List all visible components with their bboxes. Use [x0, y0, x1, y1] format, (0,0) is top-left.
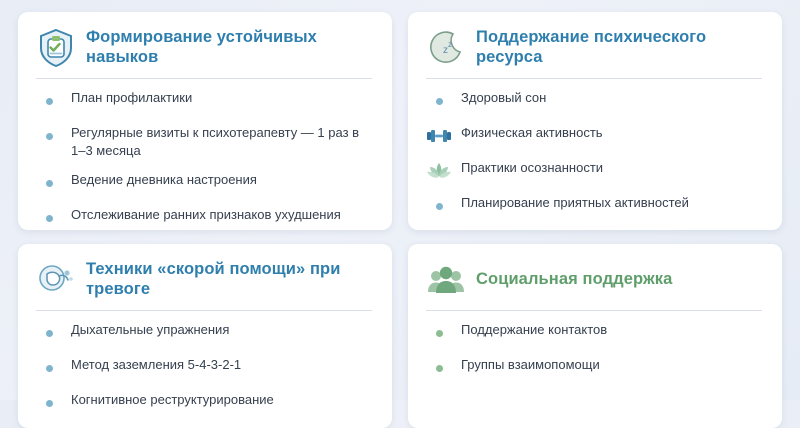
- list-item-label: Группы взаимопомощи: [461, 357, 600, 372]
- card-header: [36, 260, 372, 300]
- svg-text:z: z: [448, 40, 452, 49]
- card-header: [426, 260, 762, 300]
- bullet-dot-icon: [36, 90, 62, 112]
- list-item-label: План профилактики: [71, 90, 193, 105]
- list-item-label: Метод заземления 5-4-3-2-1: [71, 357, 242, 372]
- list-item-label: Практики осознанности: [461, 160, 604, 175]
- bullet-dot-icon: [426, 195, 452, 217]
- list-item: [426, 356, 762, 379]
- card-item-list: [36, 89, 372, 229]
- list-item-label: Регулярные визиты к психотерапевту — 1 раз в 1–3 месяца: [71, 125, 360, 158]
- title-divider: [426, 310, 762, 311]
- title-divider: [36, 78, 372, 79]
- bullet-dot-icon: [36, 172, 62, 194]
- bullet-dot-icon: [36, 207, 62, 229]
- card-title: Социальная поддержка: [476, 270, 673, 289]
- list-item-label: Дыхательные упражнения: [71, 322, 230, 337]
- breathing-mask-icon: [36, 260, 76, 300]
- bullet-dot-icon: [426, 322, 452, 344]
- list-item: [36, 356, 372, 379]
- card-title: Техники «скорой помощи» при тревоге: [86, 260, 341, 298]
- list-item: [36, 171, 372, 194]
- list-item-label: Здоровый сон: [461, 90, 547, 105]
- card-header: [426, 28, 762, 68]
- list-item: [426, 321, 762, 344]
- list-item: [426, 89, 762, 112]
- card-item-list: [426, 89, 762, 217]
- card-header: [36, 28, 372, 68]
- bullet-dot-icon: [36, 392, 62, 414]
- shield-check-icon: [36, 28, 76, 68]
- lotus-icon: [426, 160, 452, 182]
- list-item: [426, 159, 762, 182]
- card-item-list: [426, 321, 762, 379]
- list-item: [36, 206, 372, 229]
- bullet-dot-icon: [426, 90, 452, 112]
- list-item: [36, 321, 372, 344]
- bullet-dot-icon: [426, 357, 452, 379]
- people-group-icon: [426, 260, 466, 300]
- svg-text:z: z: [443, 45, 448, 56]
- bullet-dot-icon: [36, 125, 62, 147]
- card-emergency-techniques: [18, 244, 392, 428]
- card-mental-resource: [408, 12, 782, 230]
- bullet-dot-icon: [36, 357, 62, 379]
- card-title: Поддержание психического ресурса: [476, 28, 707, 66]
- title-divider: [426, 78, 762, 79]
- list-item: [36, 391, 372, 414]
- list-item: [426, 194, 762, 217]
- list-item-label: Отслеживание ранних признаков ухудшения: [71, 207, 341, 223]
- list-item: [36, 89, 372, 112]
- card-social-support: [408, 244, 782, 428]
- card-resilient-skills: [18, 12, 392, 230]
- title-divider: [36, 310, 372, 311]
- list-item-label: Поддержание контактов: [461, 322, 608, 337]
- list-item-label: Физическая активность: [461, 125, 603, 140]
- list-item-label: Когнитивное реструктурирование: [71, 392, 274, 407]
- card-title: Формирование устойчивых навыков: [86, 28, 317, 66]
- list-item: [36, 124, 372, 159]
- list-item-label: Планирование приятных активностей: [461, 195, 689, 210]
- list-item: [426, 124, 762, 147]
- moon-sleep-icon: [426, 28, 466, 68]
- list-item-label: Ведение дневника настроения: [71, 172, 257, 188]
- dumbbell-icon: [426, 125, 452, 147]
- card-item-list: [36, 321, 372, 414]
- bullet-dot-icon: [36, 322, 62, 344]
